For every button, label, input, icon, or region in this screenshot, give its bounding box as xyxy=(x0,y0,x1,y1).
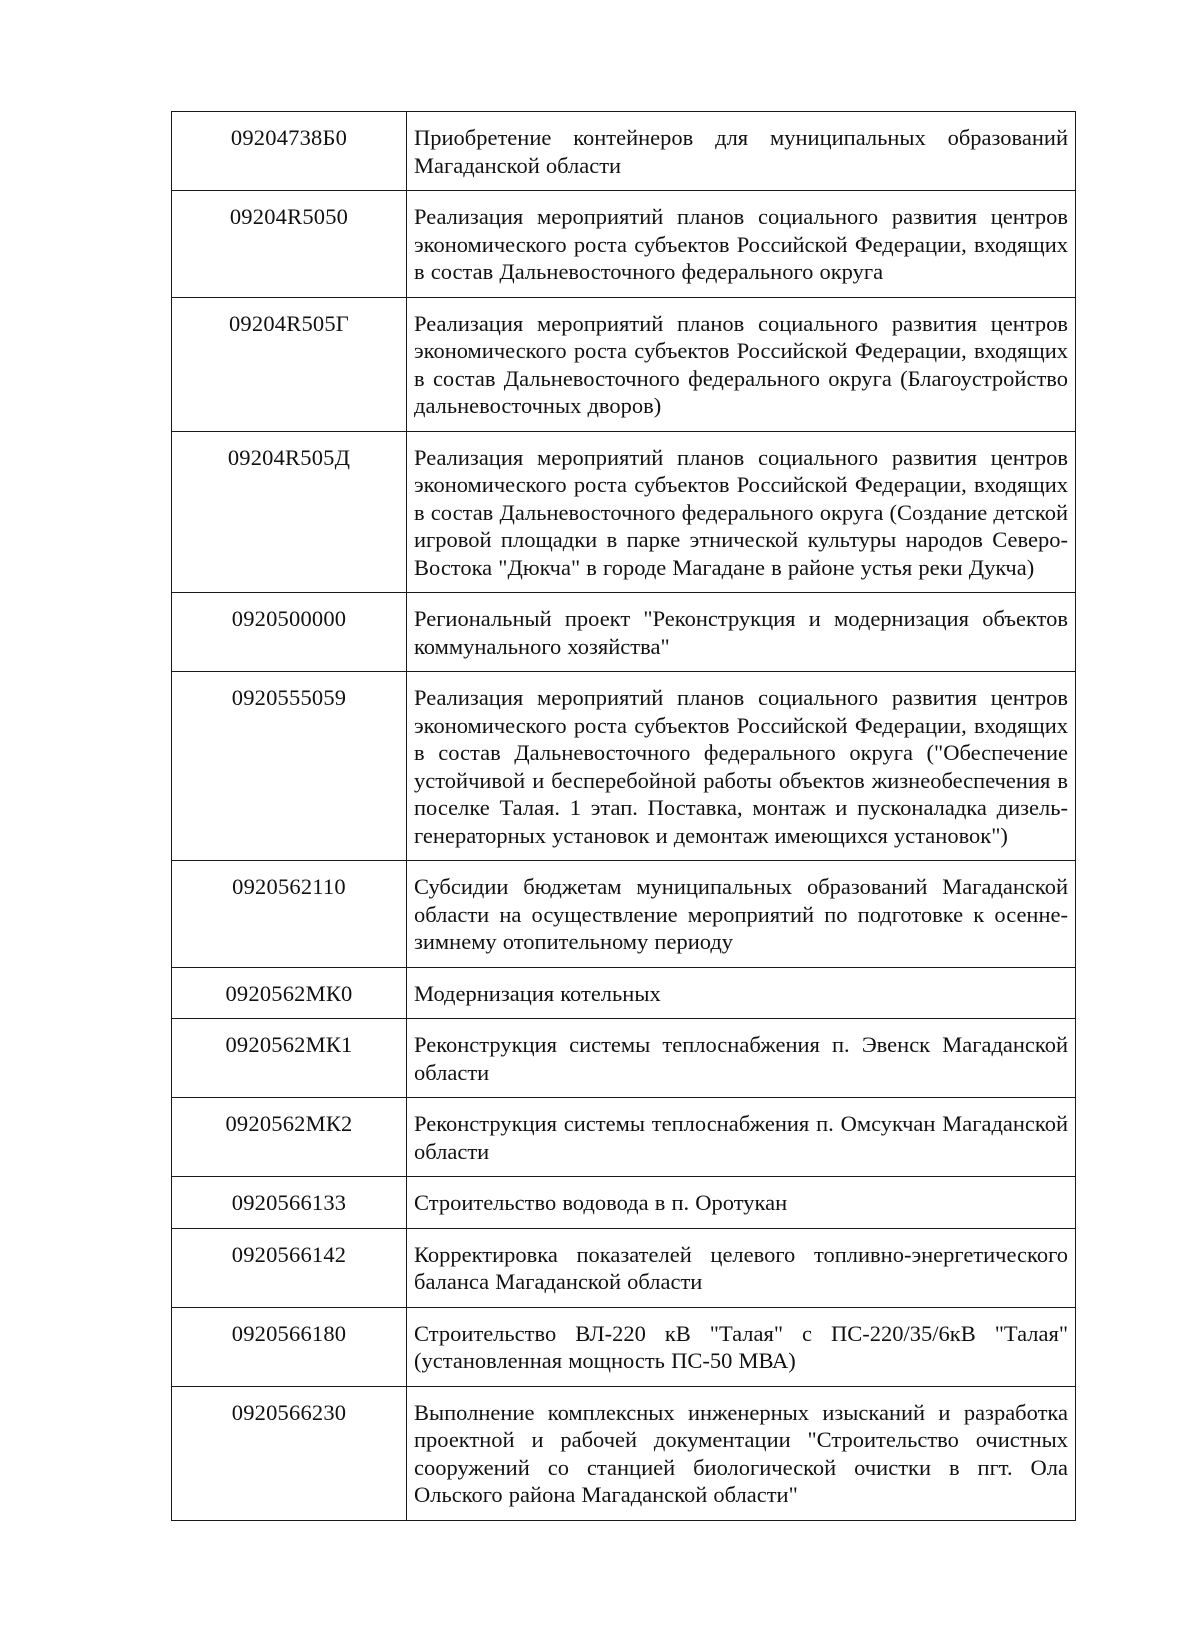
row-description: Реализация мероприятий планов социального развития центров экономического роста субъектов Российской Федерации, входящих в состав Дальневосточного федерального округа xyxy=(407,191,1076,298)
row-code: 0920500000 xyxy=(172,593,407,672)
table-row xyxy=(172,593,1076,672)
table-row xyxy=(172,1307,1076,1386)
row-description: Реконструкция системы теплоснабжения п. Эвенск Магаданской области xyxy=(407,1019,1076,1098)
row-code: 09204738Б0 xyxy=(172,112,407,191)
row-description: Реализация мероприятий планов социального развития центров экономического роста субъектов Российской Федерации, входящих в состав Дальневосточного федерального округа (Благоустройство дальневосточных дворов) xyxy=(407,297,1076,431)
table-row xyxy=(172,191,1076,298)
table-row xyxy=(172,1098,1076,1177)
table-row xyxy=(172,297,1076,431)
row-code: 0920562МК0 xyxy=(172,967,407,1019)
table-row xyxy=(172,1228,1076,1307)
row-code: 0920562110 xyxy=(172,861,407,968)
row-description: Региональный проект "Реконструкция и модернизация объектов коммунального хозяйства" xyxy=(407,593,1076,672)
budget-codes-table xyxy=(171,111,1076,1521)
table-row xyxy=(172,861,1076,968)
table-row xyxy=(172,1386,1076,1520)
row-code: 09204R505Д xyxy=(172,431,407,593)
row-description: Выполнение комплексных инженерных изысканий и разработка проектной и рабочей документации "Строительство очистных сооружений со станцией биологической очистки в пгт. Ола Ольского района Магаданской области" xyxy=(407,1386,1076,1520)
table-row xyxy=(172,672,1076,861)
table-row xyxy=(172,431,1076,593)
row-code: 0920562МК2 xyxy=(172,1098,407,1177)
row-code: 0920566142 xyxy=(172,1228,407,1307)
row-code: 0920566230 xyxy=(172,1386,407,1520)
row-code: 0920562МК1 xyxy=(172,1019,407,1098)
row-description: Реализация мероприятий планов социального развития центров экономического роста субъектов Российской Федерации, входящих в состав Дальневосточного федерального округа (Создание детской игровой площадки в парке этнической культуры народов Северо-Востока "Дюкча" в городе Магадане в районе устья реки Дукча) xyxy=(407,431,1076,593)
row-code: 0920566180 xyxy=(172,1307,407,1386)
row-description: Субсидии бюджетам муниципальных образований Магаданской области на осуществление мероприятий по подготовке к осенне-зимнему отопительному периоду xyxy=(407,861,1076,968)
row-description: Корректировка показателей целевого топливно-энергетического баланса Магаданской области xyxy=(407,1228,1076,1307)
row-description: Модернизация котельных xyxy=(407,967,1076,1019)
table-row xyxy=(172,112,1076,191)
table-row xyxy=(172,1019,1076,1098)
row-description: Строительство ВЛ-220 кВ "Талая" с ПС-220/35/6кВ "Талая" (установленная мощность ПС-50 МВА) xyxy=(407,1307,1076,1386)
row-description: Приобретение контейнеров для муниципальных образований Магаданской области xyxy=(407,112,1076,191)
row-code: 09204R505Г xyxy=(172,297,407,431)
table-row xyxy=(172,967,1076,1019)
row-description: Строительство водовода в п. Оротукан xyxy=(407,1177,1076,1229)
row-code: 0920566133 xyxy=(172,1177,407,1229)
row-description: Реконструкция системы теплоснабжения п. Омсукчан Магаданской области xyxy=(407,1098,1076,1177)
row-description: Реализация мероприятий планов социального развития центров экономического роста субъектов Российской Федерации, входящих в состав Дальневосточного федерального округа ("Обеспечение устойчивой и бесперебойной работы объектов жизнеобеспечения в поселке Талая. 1 этап. Поставка, монтаж и пусконаладка дизель-генераторных установок и демонтаж имеющихся установок") xyxy=(407,672,1076,861)
row-code: 09204R5050 xyxy=(172,191,407,298)
table-row xyxy=(172,1177,1076,1229)
row-code: 0920555059 xyxy=(172,672,407,861)
